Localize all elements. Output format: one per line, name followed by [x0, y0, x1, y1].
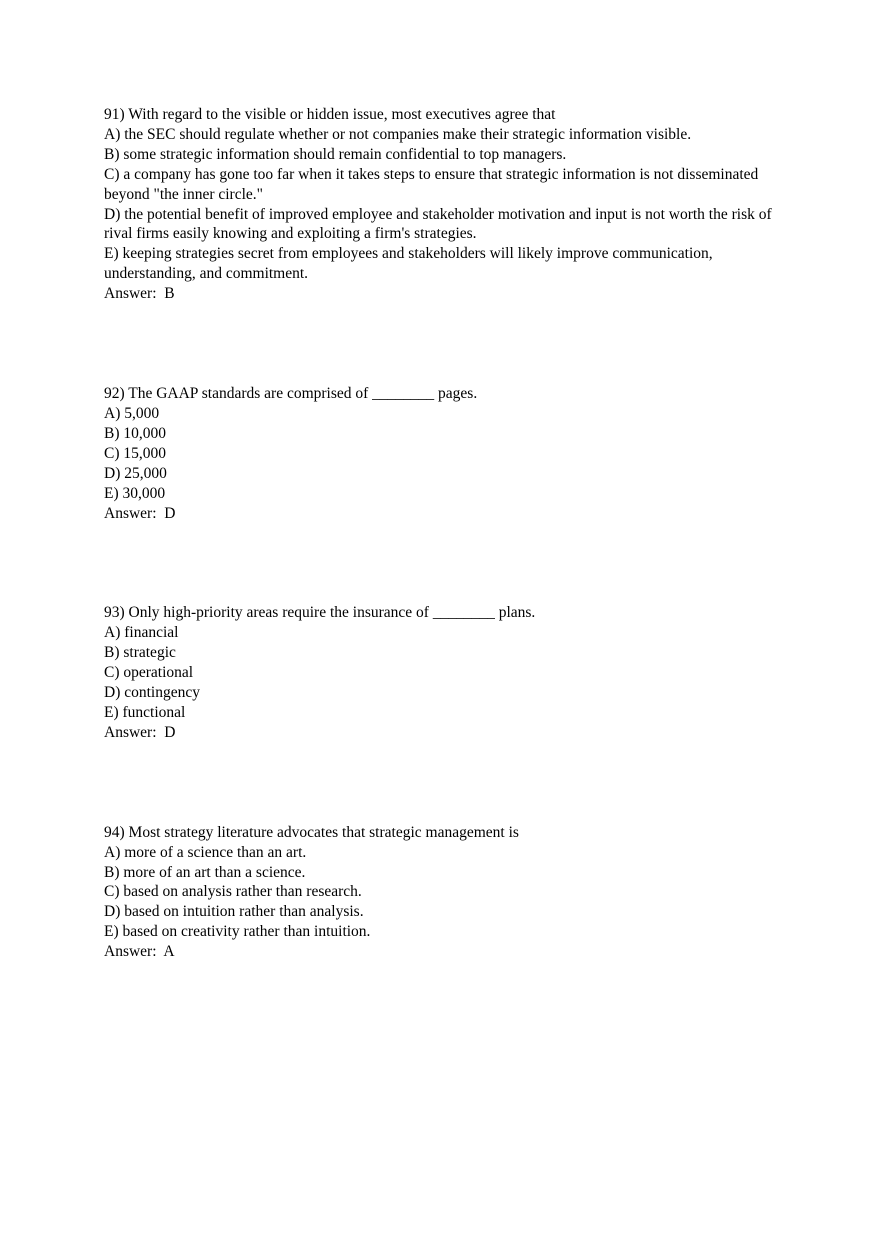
- answer-option-a: A) financial: [104, 624, 179, 642]
- answer-option-d: D) 25,000: [104, 464, 167, 482]
- answer-option-a: A) 5,000: [104, 404, 160, 422]
- answer-line: Answer: D: [104, 723, 176, 741]
- question-stem: 92) The GAAP standards are comprised of ________ pages.: [104, 385, 478, 403]
- answer-option-c: C) based on analysis rather than research.: [104, 883, 362, 901]
- answer-option-c: C) a company has gone too far when it takes steps to ensure that strategic information is not disseminated beyond "the inner circle.": [104, 165, 763, 203]
- answer-option-d: D) based on intuition rather than analysis.: [104, 903, 364, 921]
- answer-option-e: E) functional: [104, 703, 186, 721]
- question-stem: 94) Most strategy literature advocates that strategic management is: [104, 823, 519, 841]
- answer-line: Answer: A: [104, 943, 175, 961]
- answer-option-b: B) some strategic information should remain confidential to top managers.: [104, 145, 567, 163]
- answer-option-e: E) based on creativity rather than intuition.: [104, 923, 371, 941]
- answer-option-d: D) the potential benefit of improved employee and stakeholder motivation and input is not worth the risk of rival firms easily knowing and exploiting a firm's strategies.: [104, 205, 776, 243]
- answer-option-d: D) contingency: [104, 684, 200, 702]
- answer-option-a: A) the SEC should regulate whether or not companies make their strategic information visible.: [104, 125, 692, 143]
- question-stem: 91) With regard to the visible or hidden issue, most executives agree that: [104, 106, 556, 123]
- answer-option-c: C) operational: [104, 664, 194, 682]
- question-block-91: [104, 105, 776, 304]
- question-block-92: [104, 384, 776, 523]
- answer-option-e: E) 30,000: [104, 484, 166, 502]
- answer-line: Answer: B: [104, 285, 175, 303]
- answer-option-b: B) more of an art than a science.: [104, 863, 306, 881]
- answer-option-b: B) 10,000: [104, 424, 166, 442]
- question-block-94: [104, 823, 776, 962]
- answer-option-c: C) 15,000: [104, 444, 166, 462]
- answer-option-b: B) strategic: [104, 644, 176, 662]
- question-stem: 93) Only high-priority areas require the insurance of ________ plans.: [104, 604, 536, 622]
- answer-option-a: A) more of a science than an art.: [104, 843, 307, 861]
- answer-option-e: E) keeping strategies secret from employees and stakeholders will likely improve communication, understanding, and commitment.: [104, 245, 717, 283]
- answer-line: Answer: D: [104, 504, 176, 522]
- question-block-93: [104, 603, 776, 742]
